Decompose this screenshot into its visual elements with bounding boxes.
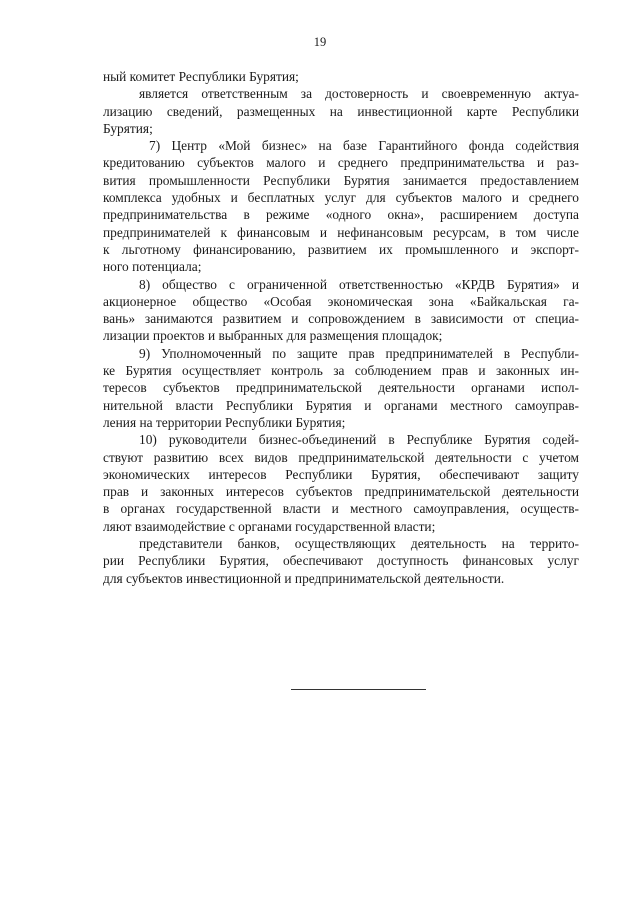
paragraph-2-line-2: лизацию сведений, размещенных на инвестиционной карте Республики — [103, 103, 579, 119]
paragraph-5-line-3: тересов субъектов предпринимательской деятельности органами испол- — [103, 380, 579, 396]
paragraph-5-line-5: ления на территории Республики Бурятия; — [103, 414, 346, 430]
paragraph-6-line-3: экономических интересов Республики Бурятия, обеспечивают защиту — [103, 466, 579, 482]
end-of-text-divider — [291, 689, 426, 690]
paragraph-4-line-4: лизации проектов и выбранных для размещения площадок; — [103, 328, 443, 344]
paragraph-4-line-3: вань» занимаются развитием и сопровождением в зависимости от специа- — [103, 311, 579, 327]
paragraph-2-line-3: Бурятия; — [103, 120, 153, 136]
paragraph-3-line-6: предпринимателей к финансовым и нефинансовым ресурсам, в том числе — [103, 224, 579, 240]
paragraph-4-line-2: акционерное общество «Особая экономическая зона «Байкальская га- — [103, 293, 579, 309]
paragraph-7-line-1: представители банков, осуществляющих деятельность на террито- — [139, 536, 579, 552]
paragraph-3-line-5: предпринимательства в режиме «одного окна», расширением доступа — [103, 207, 579, 223]
paragraph-3-line-3: вития промышленности Республики Бурятия занимается предоставлением — [103, 172, 579, 188]
body-text — [103, 68, 579, 587]
paragraph-6-line-5: в органах государственной власти и местного самоуправления, осуществ- — [103, 501, 579, 517]
paragraph-3-line-1: 7) Центр «Мой бизнес» на базе Гарантийного фонда содействия — [149, 138, 579, 154]
paragraph-3-line-7: к льготному финансированию, развитием их промышленного и экспорт- — [103, 241, 579, 257]
paragraph-6-line-2: ствуют развитию всех видов предпринимательской деятельности с учетом — [103, 449, 579, 465]
paragraph-6-line-1: 10) руководители бизнес-объединений в Республике Бурятия содей- — [139, 432, 579, 448]
paragraph-3-line-2: кредитованию субъектов малого и среднего предпринимательства и раз- — [103, 155, 579, 171]
paragraph-6-line-4: прав и законных интересов субъектов предпринимательской деятельности — [103, 484, 579, 500]
paragraph-3-line-4: комплекса удобных и бесплатных услуг для субъектов малого и среднего — [103, 190, 579, 206]
page-number: 19 — [313, 35, 327, 49]
paragraph-7-line-3: для субъектов инвестиционной и предпринимательской деятельности. — [103, 570, 505, 586]
paragraph-1-line-1: ный комитет Республики Бурятия; — [103, 69, 299, 84]
paragraph-5-line-1: 9) Уполномоченный по защите прав предпринимателей в Республи- — [139, 345, 579, 361]
paragraph-6-line-6: ляют взаимодействие с органами государственной власти; — [103, 518, 436, 534]
paragraph-5-line-2: ке Бурятия осуществляет контроль за соблюдением прав и законных ин- — [103, 363, 579, 379]
paragraph-4-line-1: 8) общество с ограниченной ответственностью «КРДВ Бурятия» и — [139, 276, 579, 292]
paragraph-7-line-2: рии Республики Бурятия, обеспечивают доступность финансовых услуг — [103, 553, 579, 569]
paragraph-2-line-1: является ответственным за достоверность и своевременную актуа- — [139, 86, 579, 102]
paragraph-5-line-4: нительной власти Республики Бурятия и органами местного самоуправ- — [103, 397, 579, 413]
paragraph-3-line-8: ного потенциала; — [103, 259, 202, 275]
